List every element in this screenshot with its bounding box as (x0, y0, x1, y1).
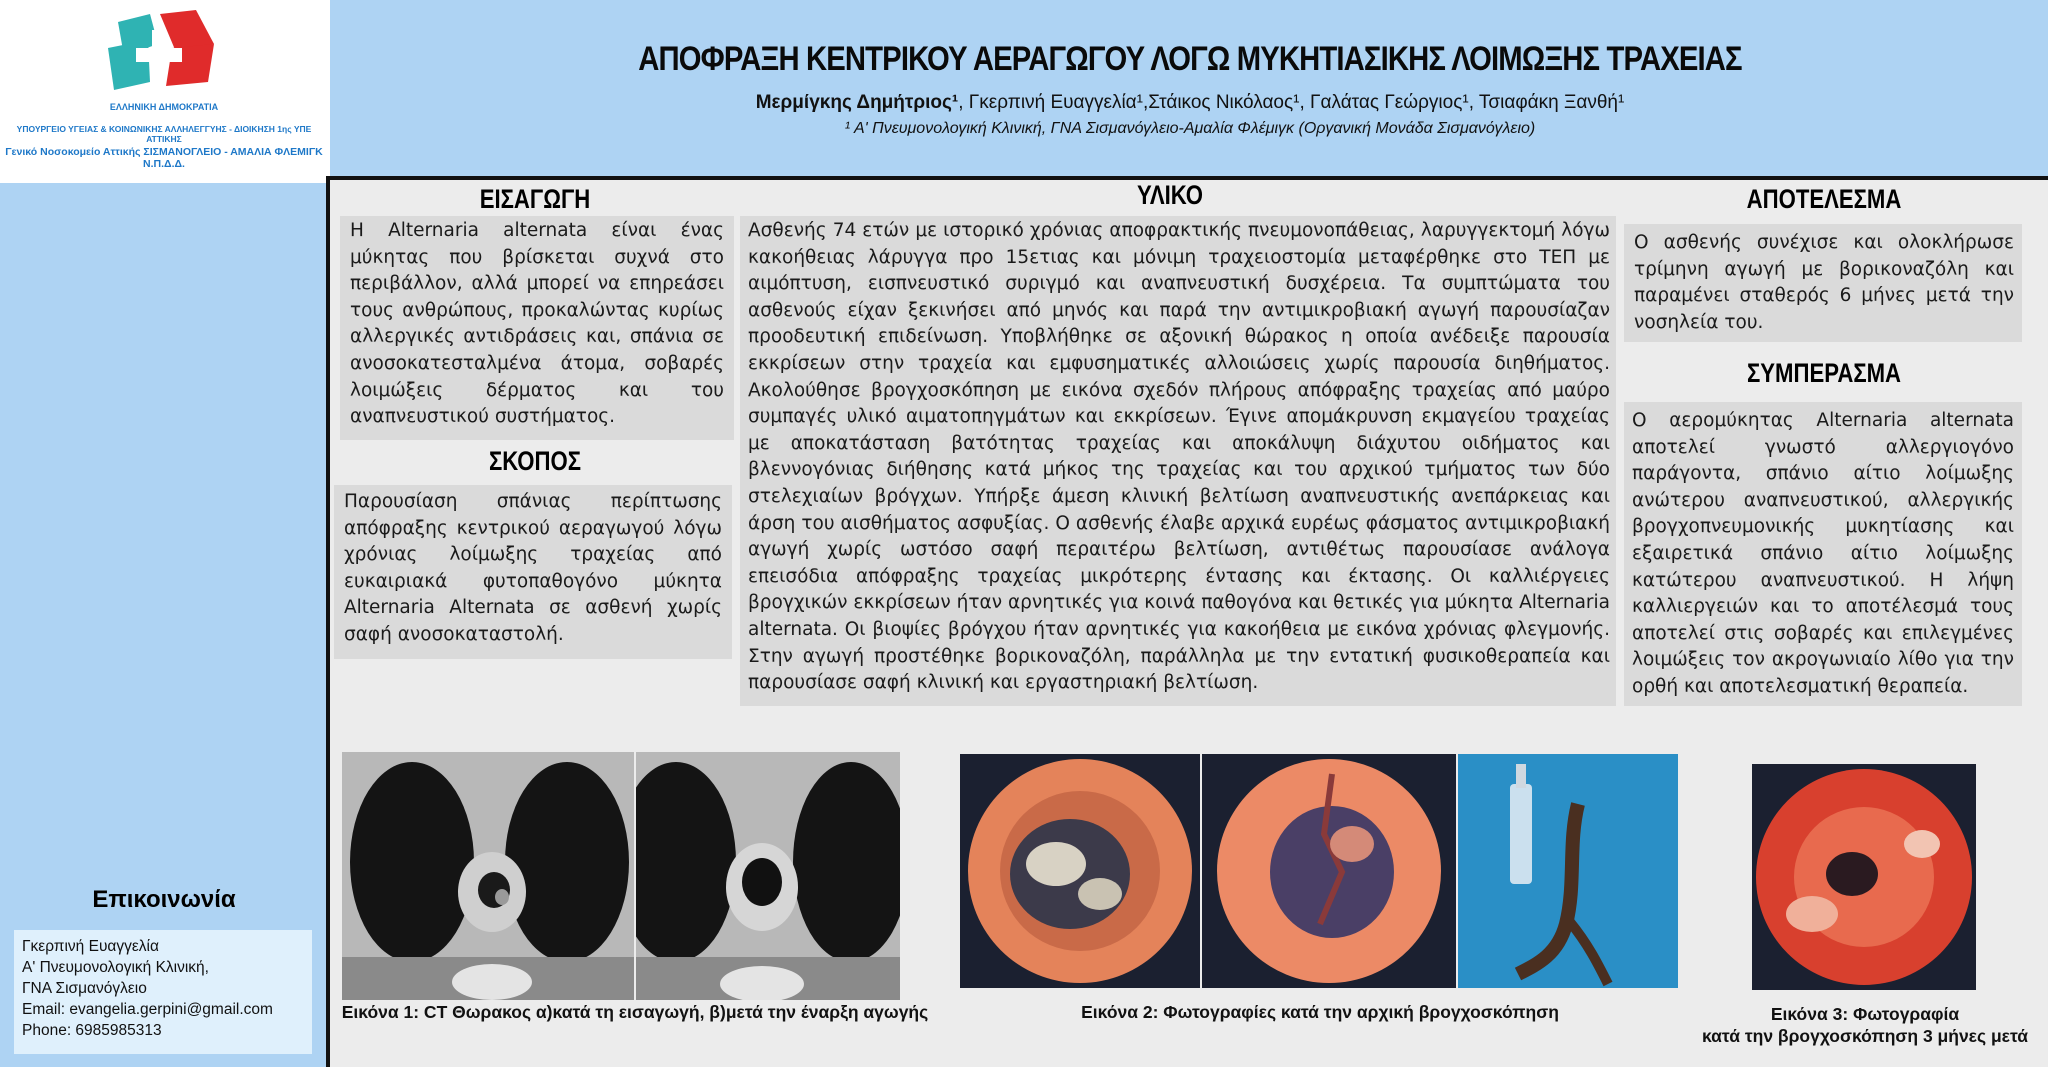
poster-title: ΑΠΟΦΡΑΞΗ ΚΕΝΤΡΙΚΟΥ ΑΕΡΑΓΩΓΟΥ ΛΟΓΩ ΜΥΚΗΤΙΑΣΙΚΗΣ ΛΟΙΜΩΞΗΣ ΤΡΑΧΕΙΑΣ (638, 40, 1742, 78)
ct-scan-admission-image (342, 752, 634, 1000)
bronchoscopy-followup-photo (1752, 764, 1976, 990)
contact-box (14, 930, 312, 1054)
contact-phone[interactable]: Phone: 6985985313 (22, 1022, 162, 1039)
authors-line (440, 92, 1940, 114)
sidebar-divider (326, 176, 330, 1067)
aim-title: ΣΚΟΠΟΣ (489, 446, 581, 476)
hospital-logo (0, 0, 328, 183)
aim-text: Παρουσίαση σπάνιας περίπτωσης απόφραξης κεντρικού αεραγωγού λόγω χρόνιας λοίμωξης τραχείας από ευκαιριακά φυτοπαθογόνο μύκητα Alternaria Alternata σε ασθενή χωρίς σαφή ανοσοκαταστολή. (334, 485, 732, 659)
result-title: ΑΠΟΤΕΛΕΣΜΑ (1746, 184, 1902, 214)
material-title: ΥΛΙΚΟ (1137, 180, 1203, 210)
bronchoscopy-photo-2 (1202, 754, 1456, 988)
logo-line-1: ΕΛΛΗΝΙΚΗ ΔΗΜΟΚΡΑΤΙΑ (109, 102, 219, 112)
bronchoscopy-photo-1 (960, 754, 1200, 988)
poster-header (330, 0, 2048, 176)
logo-line-2: ΥΠΟΥΡΓΕΙΟ ΥΓΕΙΑΣ & ΚΟΙΝΩΝΙΚΗΣ ΑΛΛΗΛΕΓΓΥΗΣ - ΔΙΟΙΚΗΣΗ 1ης ΥΠΕ ΑΤΤΙΚΗΣ (16, 124, 312, 144)
figure-2-caption: Εικόνα 2: Φωτογραφίες κατά την αρχική βρογχοσκόπηση (1081, 1002, 1559, 1022)
result-text: Ο ασθενής συνέχισε και ολοκλήρωσε τρίμηνη αγωγή με βορικοναζόλη και παραμένει σταθερός 6 μήνες μετά την νοσηλεία του. (1624, 224, 2022, 342)
ct-scan-after-treatment-image (636, 752, 900, 1000)
contact-email[interactable]: Email: evangelia.gerpini@gmail.com (22, 1001, 273, 1018)
logo-line-3: Γενικό Νοσοκομείο Αττικής ΣΙΣΜΑΝΟΓΛΕΙΟ - ΑΜΑΛΙΑ ΦΛΕΜΙΓΚ Ν.Π.Δ.Δ. (5, 146, 323, 170)
contact-title: Επικοινωνία (92, 886, 236, 913)
material-text: Ασθενής 74 ετών με ιστορικό χρόνιας αποφρακτικής πνευμονοπάθειας, λαρυγγεκτομή λόγω κακοήθειας λάρυγγα προ 15ετιας και μόνιμη τραχειοστομία μεταφέρθηκε στο ΤΕΠ με αιμόπτυση, εισπνευστικό συριγμό και αναπνευστική δυσχέρεια. Τα συμπτώματα του ασθενούς είχαν ξεκινήσει από μηνός και παρά την αντιμικροβιακή αγωγή παρουσίαζαν προοδευτική επιδείνωση. Υποβλήθηκε σε αξονική θώρακος η οποία ανέδειξε παρουσία εκκρίσεων στην τραχεία και εμφυσηματικές αλλοιώσεις χωρίς παρουσία διηθήματος. Ακολούθησε βρογχοσκόπηση με εικόνα σχεδόν πλήρους απόφραξης τραχείας από μαύρο συμπαγές υλικό αιματοπηγμάτων και εκκρίσεων. Έγινε απομάκρυνση εκμαγείου τραχείας με αποκατάσταση βατότητας τραχείας και αποκάλυψη διάχυτου οιδήματος και βλεννογόνιας διήθησης κατά μήκος της τραχείας και του αρχικού τμήματος των δύο στελεχιαίων βρόγχων. Υπήρξε άμεση κλινική βελτίωση αναπνευστικής ανεπάρκειας και άρση του αισθήματος ασφυξίας. Ο ασθενής έλαβε αρχικά ευρέως φάσματος αντιμικροβιακή αγωγή χωρίς ωστόσο σαφή περαιτέρω βελτίωση, αντιθέτως παρουσίασε ανάλογα επεισόδια απόφραξης τραχείας μικρότερης έντασης και έκτασης. Οι καλλιέργειες βρογχικών εκκρίσεων ήταν αρνητικές για κοινά παθογόνα και θετικές για μύκητα Alternaria alternata. Οι βιοψίες βρόγχου ήταν αρνητικές για κακοήθεια με εικόνα χρόνιας φλεγμονής. Στην αγωγή προστέθηκε βορικοναζόλη, παράλληλα με την εντατική φυσικοθεραπεία και παρουσίασε σαφή κλινική και εργαστηριακή βελτίωση. (740, 216, 1616, 706)
conclusion-title: ΣΥΜΠΕΡΑΣΜΑ (1746, 358, 1902, 388)
contact-hospital: ΓΝΑ Σισμανόγλειο (22, 980, 147, 997)
figure-3-caption-line-2: κατά την βρογχοσκόπηση 3 μήνες μετά (1701, 1026, 2029, 1046)
intro-title: ΕΙΣΑΓΩΓΗ (479, 184, 591, 214)
conclusion-text: Ο αερομύκητας Alternaria alternata αποτελεί γνωστό αλλεργιογόνο παράγοντα, σπάνιο αίτιο λοίμωξης ανώτερου αναπνευστικού, αλλεργικής βρογχοπνευμονικής μυκητίασης και εξαιρετικά σπάνιο αίτιο λοίμωξης κατώτερου αναπνευστικού. Η λήψη καλλιεργειών και το αποτέλεσμά τους αποτελεί στις σοβαρές και επιλεγμένες λοιμώξεις τον ακρογωνιαίο λίθο για την ορθή και αποτελεσματική θεραπεία. (1624, 402, 2022, 706)
tracheal-cast-photo (1458, 754, 1678, 988)
affiliation: ¹ Α' Πνευμονολογική Κλινική, ΓΝΑ Σισμανόγλειο-Αμαλία Φλέμιγκ (Οργανική Μονάδα Σισμανόγλειο) (844, 120, 1536, 137)
figure-3-caption-line-1: Εικόνα 3: Φωτογραφία (1770, 1004, 1960, 1024)
lead-author: Μερμίγκης Δημήτριος¹ (755, 92, 959, 113)
figure-1-caption: Εικόνα 1: CT Θωρακος α)κατά τη εισαγωγή, β)μετά την έναρξη αγωγής (341, 1002, 929, 1022)
contact-department: Α' Πνευμονολογική Κλινική, (22, 959, 209, 976)
intro-text: Η Alternaria alternata είναι ένας μύκητας που βρίσκεται συχνά στο περιβάλλον, αλλά μπορεί να επηρεάσει τους ανθρώπους, προκαλώντας κυρίως αλλεργικές αντιδράσεις και, σπάνια σε ανοσοκατεσταλμένα άτομα, σοβαρές λοιμώξεις δέρματος και του αναπνευστικού συστήματος. (340, 216, 734, 440)
co-authors: , Γκερπινή Ευαγγελία¹,Στάικος Νικόλαος¹, Γαλάτας Γεώργιος¹, Τσιαφάκη Ξανθή¹ (958, 92, 1625, 113)
contact-name: Γκερπινή Ευαγγελία (22, 938, 159, 955)
